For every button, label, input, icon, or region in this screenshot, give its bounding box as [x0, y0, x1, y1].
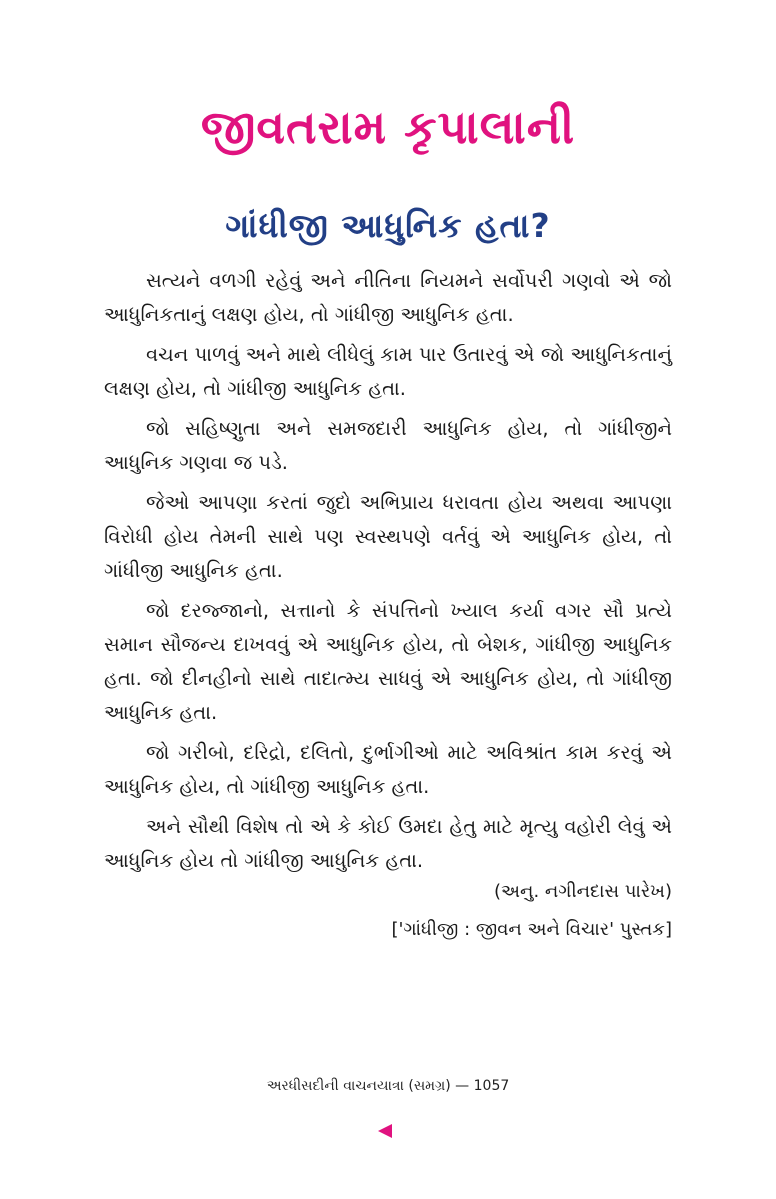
- paragraph: જો દરજ્જાનો, સત્તાનો કે સંપત્તિનો ખ્યાલ કર્યા વગર સૌ પ્રત્યે સમાન સૌજન્ય દાખવવું એ આધુનિક હોય, તો બેશક, ગાંધીજી આધુનિક હતા. જો દીનહીનો સાથે તાદાત્મ્ય સાધવું એ આધુનિક હોય, તો ગાંધીજી આધુનિક હતા.: [104, 599, 672, 724]
- source-credit: ['ગાંધીજી : જીવન અને વિચાર' પુસ્તક]: [391, 919, 672, 940]
- article-body: [104, 264, 672, 884]
- translator-credit: (અનુ. નગીનદાસ પારેખ): [494, 881, 672, 902]
- triangle-left-icon: [378, 1124, 392, 1138]
- paragraph: જો સહિષ્ણુતા અને સમજદારી આધુનિક હોય, તો ગાંધીજીને આધુનિક ગણવા જ પડે.: [104, 417, 672, 474]
- article-title: ગાંધીજી આધુનિક હતા?: [225, 206, 551, 245]
- paragraph: વચન પાળવું અને માથે લીધેલું કામ પાર ઉતારવું એ જો આધુનિકતાનું લક્ષણ હોય, તો ગાંધીજી આધુનિક હતા.: [104, 343, 672, 400]
- author-name: જીવતરામ કૃપાલાની: [200, 100, 576, 154]
- paragraph: જો ગરીબો, દરિદ્રો, દલિતો, દુર્ભાગીઓ માટે અવિશ્રાંત કામ કરવું એ આધુનિક હોય, તો ગાંધીજી આધુનિક હતા.: [104, 741, 672, 798]
- paragraph: અને સૌથી વિશેષ તો એ કે કોઈ ઉમદા હેતુ માટે મૃત્યુ વહોરી લેવું એ આધુનિક હોય તો ગાંધીજી આધુનિક હતા.: [104, 815, 672, 872]
- page-footer: અરધીસદીની વાચનયાત્રા (સમગ્ર) — 1057: [266, 1078, 510, 1094]
- paragraph: જેઓ આપણા કરતાં જુદો અભિપ્રાય ધરાવતા હોય અથવા આપણા વિરોધી હોય તેમની સાથે પણ સ્વસ્થપણે વર્તવું એ આધુનિક હોય, તો ગાંધીજી આધુનિક હતા.: [104, 491, 672, 582]
- paragraph: સત્યને વળગી રહેવું અને નીતિના નિયમને સર્વોપરી ગણવો એ જો આધુનિકતાનું લક્ષણ હોય, તો ગાંધીજી આધુનિક હતા.: [104, 269, 672, 326]
